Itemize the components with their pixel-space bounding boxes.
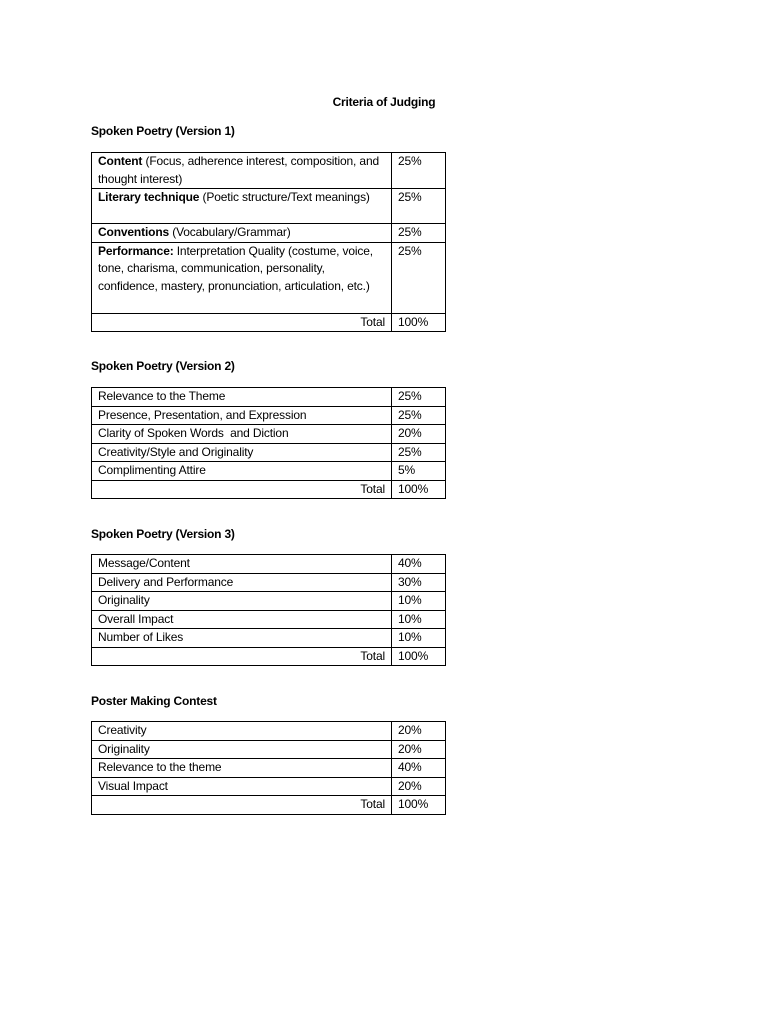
table-row (92, 777, 446, 796)
criterion-cell: Message/Content (92, 555, 392, 574)
total-label: Total (92, 480, 392, 499)
table-row (92, 443, 446, 462)
table-row (92, 722, 446, 741)
criterion-label: Literary technique (98, 190, 200, 204)
total-label: Total (92, 796, 392, 815)
table-row (92, 462, 446, 481)
weight-cell: 25% (392, 153, 446, 189)
table-row (92, 740, 446, 759)
criterion-detail: (Vocabulary/Grammar) (172, 225, 291, 239)
criterion-cell: Relevance to the theme (92, 759, 392, 778)
criterion-label: Content (98, 154, 143, 168)
section-heading: Spoken Poetry (Version 3) (91, 527, 235, 541)
criteria-table-spoken-poetry-v1 (91, 152, 446, 332)
total-label: Total (92, 313, 392, 332)
section-heading: Spoken Poetry (Version 1) (91, 124, 235, 138)
total-value: 100% (392, 796, 446, 815)
table-row (92, 388, 446, 407)
criterion-cell: Creativity (92, 722, 392, 741)
table-row (92, 629, 446, 648)
table-row (92, 573, 446, 592)
weight-cell: 10% (392, 592, 446, 611)
criterion-label: Conventions (98, 225, 170, 239)
weight-cell: 25% (392, 406, 446, 425)
table-row (92, 242, 446, 313)
table-row (92, 759, 446, 778)
weight-cell: 25% (392, 224, 446, 243)
criterion-cell (92, 242, 392, 313)
criterion-cell: Number of Likes (92, 629, 392, 648)
criterion-cell: Delivery and Performance (92, 573, 392, 592)
table-row (92, 555, 446, 574)
criterion-cell: Relevance to the Theme (92, 388, 392, 407)
criteria-table-spoken-poetry-v2 (91, 387, 446, 499)
criterion-label: Performance: (98, 243, 174, 258)
weight-cell: 30% (392, 573, 446, 592)
weight-cell: 10% (392, 629, 446, 648)
criterion-cell: Overall Impact (92, 610, 392, 629)
weight-cell: 25% (392, 242, 446, 313)
total-label: Total (92, 647, 392, 666)
weight-cell: 20% (392, 722, 446, 741)
weight-cell: 25% (392, 443, 446, 462)
total-value: 100% (392, 313, 446, 332)
table-row (92, 189, 446, 224)
weight-cell: 5% (392, 462, 446, 481)
total-row (92, 796, 446, 815)
table-row (92, 592, 446, 611)
table-row (92, 406, 446, 425)
table-row (92, 425, 446, 444)
weight-cell: 25% (392, 189, 446, 224)
criterion-cell (92, 224, 392, 243)
weight-cell: 20% (392, 425, 446, 444)
weight-cell: 20% (392, 777, 446, 796)
total-value: 100% (392, 647, 446, 666)
section-heading: Poster Making Contest (91, 694, 217, 708)
section-heading: Spoken Poetry (Version 2) (91, 359, 235, 373)
criterion-cell: Clarity of Spoken Words and Diction (92, 425, 392, 444)
criterion-cell (92, 189, 392, 224)
total-row (92, 313, 446, 332)
criteria-table-poster-making (91, 721, 446, 815)
criterion-cell: Presence, Presentation, and Expression (92, 406, 392, 425)
total-row (92, 647, 446, 666)
total-row (92, 480, 446, 499)
criterion-cell: Creativity/Style and Originality (92, 443, 392, 462)
criteria-table-spoken-poetry-v3 (91, 554, 446, 666)
weight-cell: 40% (392, 555, 446, 574)
weight-cell: 20% (392, 740, 446, 759)
document-title: Criteria of Judging (332, 95, 436, 109)
criterion-cell (92, 153, 392, 189)
table-row (92, 610, 446, 629)
criterion-detail: (Poetic structure/Text meanings) (202, 190, 370, 204)
criterion-cell: Visual Impact (92, 777, 392, 796)
total-value: 100% (392, 480, 446, 499)
table-row (92, 224, 446, 243)
criterion-cell: Originality (92, 592, 392, 611)
criterion-detail: (Focus, adherence interest, composition, and thought interest) (98, 154, 379, 186)
weight-cell: 25% (392, 388, 446, 407)
criterion-cell: Complimenting Attire (92, 462, 392, 481)
table-row (92, 153, 446, 189)
criterion-detail: Interpretation Quality (costume, voice, tone, charisma, communication, personality, confidence, mastery, pronunciation, articulation, etc.) (98, 243, 373, 293)
weight-cell: 10% (392, 610, 446, 629)
criterion-cell: Originality (92, 740, 392, 759)
weight-cell: 40% (392, 759, 446, 778)
